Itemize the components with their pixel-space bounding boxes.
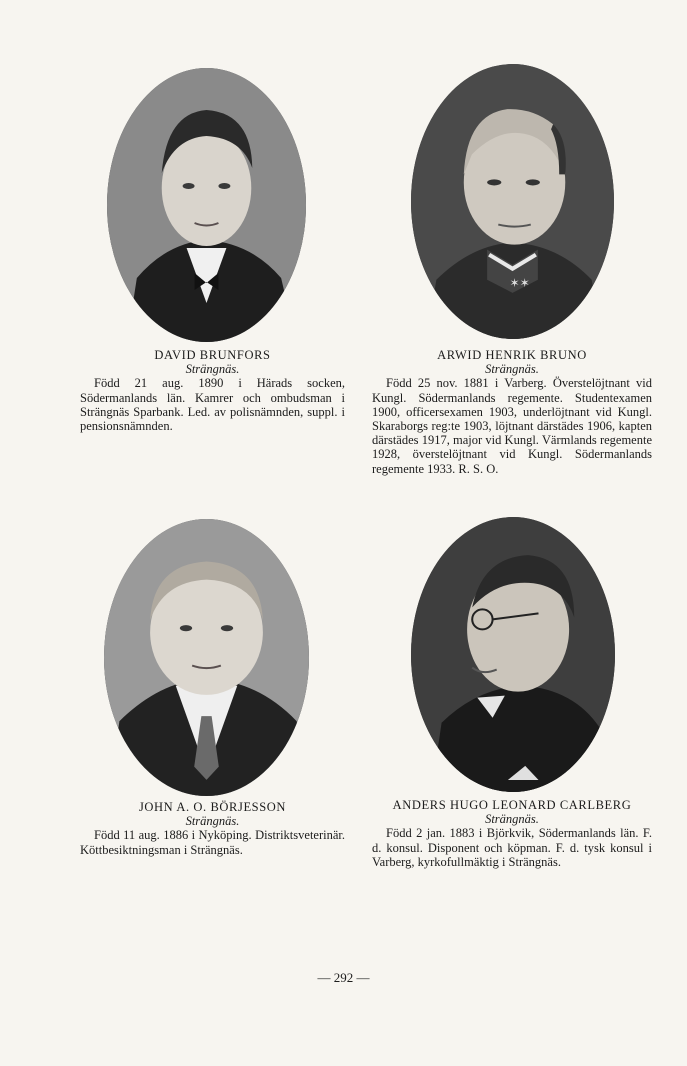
entry-arwid-henrik-bruno [372, 348, 652, 476]
entry-bio: Född 11 aug. 1886 i Nyköping. Distriktsveterinär. Köttbesiktningsman i Strängnäs. [80, 828, 345, 857]
portrait-arwid-henrik-bruno [411, 64, 614, 339]
entry-anders-carlberg [372, 798, 652, 869]
page-number: — 292 — [317, 970, 370, 985]
entry-name: DAVID BRUNFORS [154, 348, 271, 362]
svg-text:✶✶: ✶✶ [509, 275, 530, 290]
entry-place: Strängnäs. [185, 814, 240, 829]
entry-place: Strängnäs. [485, 812, 539, 827]
entry-place: Strängnäs. [485, 362, 539, 377]
entry-bio: Född 2 jan. 1883 i Björkvik, Södermanlands län. F. d. konsul. Disponent och köpman. F. d. tysk konsul i Varberg, kyrkofullmäktig i Strängnäs. [372, 826, 652, 869]
entry-john-borjesson [80, 800, 345, 857]
entry-place: Strängnäs. [185, 362, 240, 377]
entry-name: JOHN A. O. BÖRJESSON [138, 800, 287, 814]
entry-bio: Född 21 aug. 1890 i Härads socken, Södermanlands län. Kamrer och ombudsman i Strängnäs Sparbank. Led. av polisnämnden, suppl. i pensionsnämnden. [80, 376, 345, 434]
entry-name: ANDERS HUGO LEONARD CARLBERG [392, 798, 632, 812]
portrait-photo [411, 64, 614, 339]
portrait-photo [104, 519, 309, 796]
portrait-john-borjesson [104, 519, 309, 796]
portrait-david-brunfors [107, 68, 306, 342]
portrait-anders-carlberg [411, 517, 615, 792]
entry-name: ARWID HENRIK BRUNO [437, 348, 587, 362]
portrait-photo [107, 68, 306, 342]
entry-david-brunfors [80, 348, 345, 433]
entry-bio: Född 25 nov. 1881 i Varberg. Överstelöjtnant vid Kungl. Södermanlands regemente. Studentexamen 1900, officersexamen 1903, underlöjtnant vid Kungl. Skaraborgs reg:te 1903, löjtnant därstädes 1906, kapten därstädes 1917, major vid Kungl. Värmlands regemente 1928, överstelöjtnant vid Kungl. Södermanlands regemente 1933. R. S. O. [372, 376, 652, 476]
portrait-photo [411, 517, 615, 792]
